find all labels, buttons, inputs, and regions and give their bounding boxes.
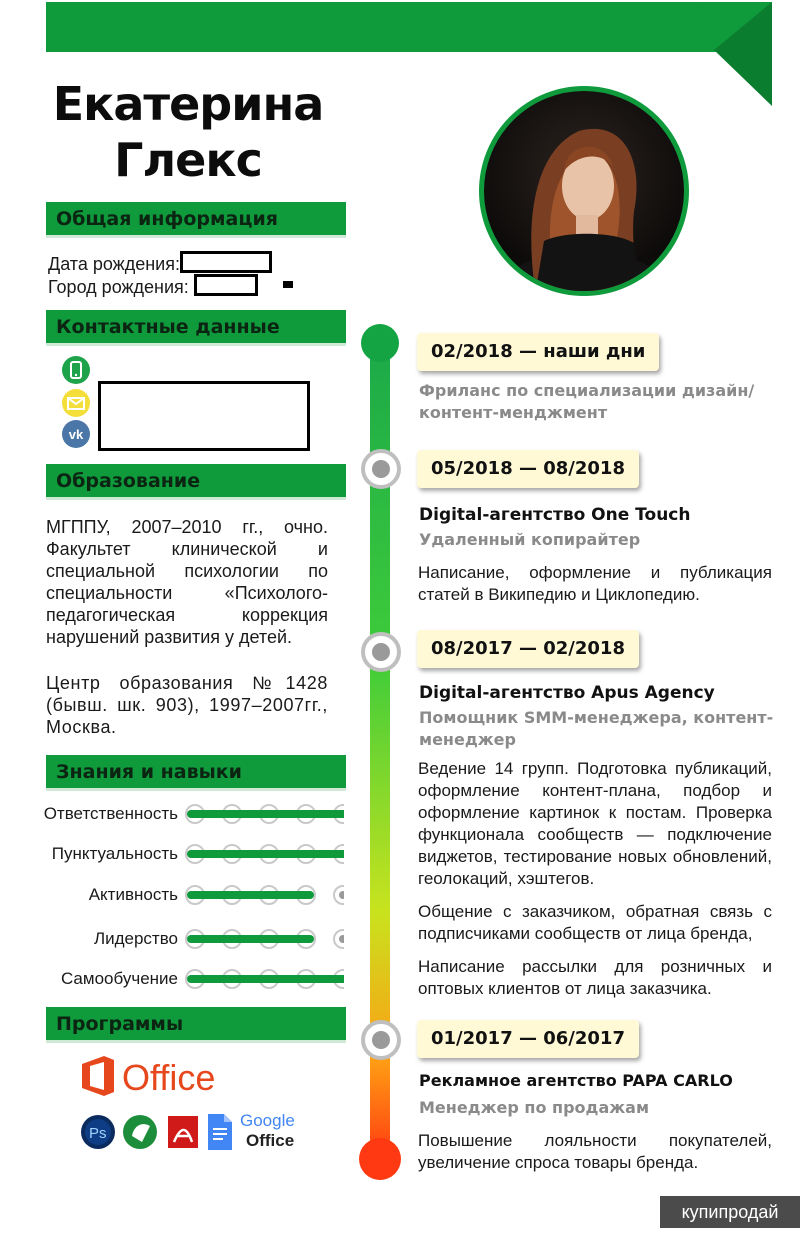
pdf-icon [168,1116,198,1148]
skill-label: Активность [88,885,178,904]
section-general-info [46,202,346,238]
google-text: Google [240,1111,295,1130]
experience-company: Рекламное агентство PAPA CARLO [419,1071,733,1090]
birth-date-label: Дата рождения: [48,254,180,274]
skill-rating [184,928,344,950]
experience-date: 05/2018 — 08/2018 [417,450,639,488]
email-icon[interactable] [62,389,90,417]
education-item-university: МГППУ, 2007–2010 гг., очно. Факультет клинической и специальной психологии по специальности «Психолого-педагогическая коррекция нарушений развития у детей. [46,517,328,647]
person-name [30,76,346,188]
section-title: Контактные данные [56,316,280,338]
section-title: Знания и навыки [56,761,242,783]
section-education [46,464,346,500]
section-skills [46,755,346,791]
birth-city-redaction [194,274,258,296]
office-logo-text: Office [122,1057,216,1098]
watermark-badge: купипродай [660,1196,800,1228]
contacts-redaction [98,381,310,451]
portrait-illustration [484,91,684,291]
timeline-node [361,632,401,672]
skill-rating [184,843,344,865]
experience-role: Удаленный копирайтер [419,530,641,549]
timeline-end-dot [359,1138,401,1180]
phone-icon[interactable] [62,356,90,384]
education-item-school: Центр образования №1428 (бывш. шк. 903), 1997–2007гг., Москва. [46,673,328,737]
experience-role: Менеджер по продажам [419,1098,650,1117]
skill-rating [184,803,344,825]
google-office-text: Office [246,1131,295,1150]
experience-company: Digital-агентство Apus Agency [419,683,715,703]
programs-illustration [78,1052,318,1162]
corel-icon [123,1115,157,1149]
skill-rating [184,884,344,906]
skill-rating [184,968,344,990]
ps-icon-text: Ps [89,1125,107,1142]
experience-date: 02/2018 — наши дни [417,333,659,371]
google-docs-icon [208,1114,232,1150]
experience-description: Ведение 14 групп. Подготовка публикаций, оформление контент-плана, подбор и оформление картинок к постам. Проверка функционала сообществ — подключение виджетов, тестирование новых обновлений, геолокаций, хэштегов. [418,759,772,888]
experience-description-3: Написание рассылки для розничных и оптовых клиентов от лица заказчика. [418,957,772,998]
vk-icon-label: vk [68,426,84,442]
section-title: Образование [56,470,201,492]
timeline-node [361,1020,401,1060]
experience-description-2: Общение с заказчиком, обратная связь с подписчиками сообществ от лица бренда, [418,902,772,943]
section-programs [46,1007,346,1043]
section-title: Программы [56,1013,184,1035]
skill-label: Пунктуальность [51,844,178,863]
experience-date: 01/2017 — 06/2017 [417,1020,639,1058]
banner-flag [700,2,772,106]
birth-date-redaction [180,251,272,273]
top-banner [46,2,770,52]
timeline-node [361,449,401,489]
last-name: Глекс [114,133,262,187]
experience-company: Digital-агентство One Touch [419,505,691,525]
programs-logos [78,1052,318,1162]
timeline-start-dot [361,324,399,362]
section-title: Общая информация [56,208,278,230]
skill-label: Лидерство [93,929,178,948]
experience-role: Помощник SMM-менеджера, контент-менеджер [419,708,774,749]
birth-city-label: Город рождения: [48,277,189,297]
vk-icon[interactable] [62,420,90,448]
experience-description: Написание, оформление и публикация статей в Википедию и Циклопедию. [418,563,772,604]
redaction-mark [283,281,293,288]
photoshop-icon [81,1115,115,1149]
skill-label: Самообучение [60,969,178,988]
skill-label: Ответственность [43,804,178,823]
profile-photo [479,86,689,296]
ms-office-logo [82,1056,215,1098]
experience-date: 08/2017 — 02/2018 [417,630,639,668]
first-name: Екатерина [52,77,324,131]
section-contacts [46,310,346,346]
experience-description: Повышение лояльности покупателей, увеличение спроса товары бренда. [418,1131,772,1172]
experience-role: Фриланс по специализации дизайн/ контент-менджмент [419,381,755,422]
